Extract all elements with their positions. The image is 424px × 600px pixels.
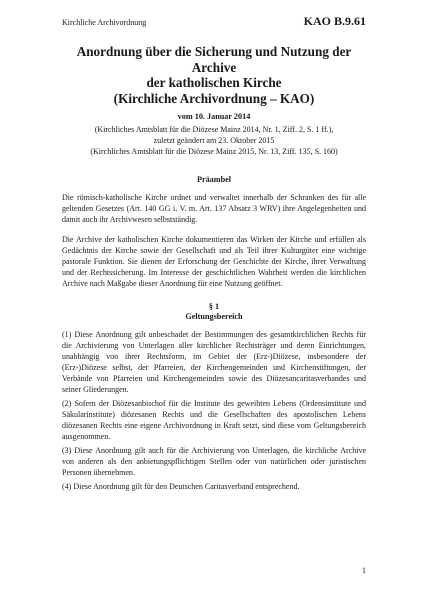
header-document-code: KAO B.9.61	[303, 14, 366, 28]
section-paragraph: (4) Diese Anordnung gilt für den Deutschen Caritasverband entsprechend.	[62, 481, 300, 491]
source-line-2: zuletzt geändert am 23. Oktober 2015	[153, 136, 275, 145]
section-number: § 1	[208, 301, 220, 311]
section-paragraph: (1) Diese Anordnung gilt unbeschadet der Bestimmungen des gesamtkirchlichen Rechts für die Archivierung von Unterlagen aller kirchlicher Rechtsträger und deren Einrichtungen, unabhängig von ihrer Rechtsform, im Gebiet der (Erz-)Diözese, insbesondere der (Erz-)Diözese selbst, der Pfarreien, der Kirchengemeinden und Kirchenstiftungen, der Verbände von Pfarreien und Kirchengemeinden sowie des Diözesancaritasverbandes und seiner Gliederungen.	[62, 329, 366, 394]
header-document-name: Kirchliche Archivordnung	[62, 18, 147, 27]
section-paragraph: (3) Diese Anordnung gilt auch für die Archivierung von Unterlagen, die kirchliche Archive von anderen als den anbietungspflichtigen Stellen oder von natürlichen oder juristischen Personen übernehmen.	[62, 445, 366, 477]
document-title	[62, 44, 366, 106]
document-date: vom 10. Januar 2014	[177, 112, 251, 121]
running-header	[62, 14, 366, 29]
title-line-3: (Kirchliche Archivordnung – KAO)	[113, 90, 315, 106]
preamble-paragraph: Die Archive der katholischen Kirche dokumentieren das Wirken der Kirche und erfüllen als Gedächtnis der Kirche sowie der Gesellschaft und als Teil ihrer Kulturgüter eine wichtige pastorale Funktion. Sie dienen der Erforschung der Geschichte der Kirche, ihrer Verwaltung und der Rechtssicherung. Im Interesse der geschichtlichen Wahrheit werden die kirchlichen Archive nach Maßgabe dieser Anordnung für eine Nutzung geöffnet.	[62, 234, 366, 288]
section-paragraph: (2) Sofern der Diözesanbischof für die Institute des geweihten Lebens (Ordensinstitute und Säkularinstitute) diözesanen Rechts und die Gesellschaften des apostolischen Lebens diözesanen Rechts eine eigene Archivordnung in Kraft setzt, sind diese vom Geltungsbereich ausgenommen.	[62, 398, 366, 441]
source-line-3: (Kirchliches Amtsblatt für die Diözese Mainz 2015, Nr. 13, Ziff. 135, S. 160)	[90, 147, 338, 156]
page-number: 1	[362, 566, 366, 575]
section-body	[62, 329, 366, 492]
source-line-1: (Kirchliches Amtsblatt für die Diözese Mainz 2014, Nr. 1, Ziff. 2, S. 1 ff.),	[94, 125, 334, 134]
section-title: Geltungsbereich	[185, 312, 243, 322]
title-line-2: der katholischen Kirche	[146, 75, 282, 90]
preamble-paragraph: Die römisch-katholische Kirche ordnet und verwaltet innerhalb der Schranken des für alle geltenden Gesetzes (Art. 140 GG i. V. m. Art. 137 Absatz 3 WRV) ihre Angelegenheiten und damit auch ihr Archivwesen selbstständig.	[62, 192, 366, 224]
document-body	[62, 44, 366, 492]
source-citation	[62, 124, 366, 157]
preamble-heading: Präambel	[196, 175, 232, 184]
title-line-1: Anordnung über die Sicherung und Nutzung der Archive	[76, 44, 352, 75]
